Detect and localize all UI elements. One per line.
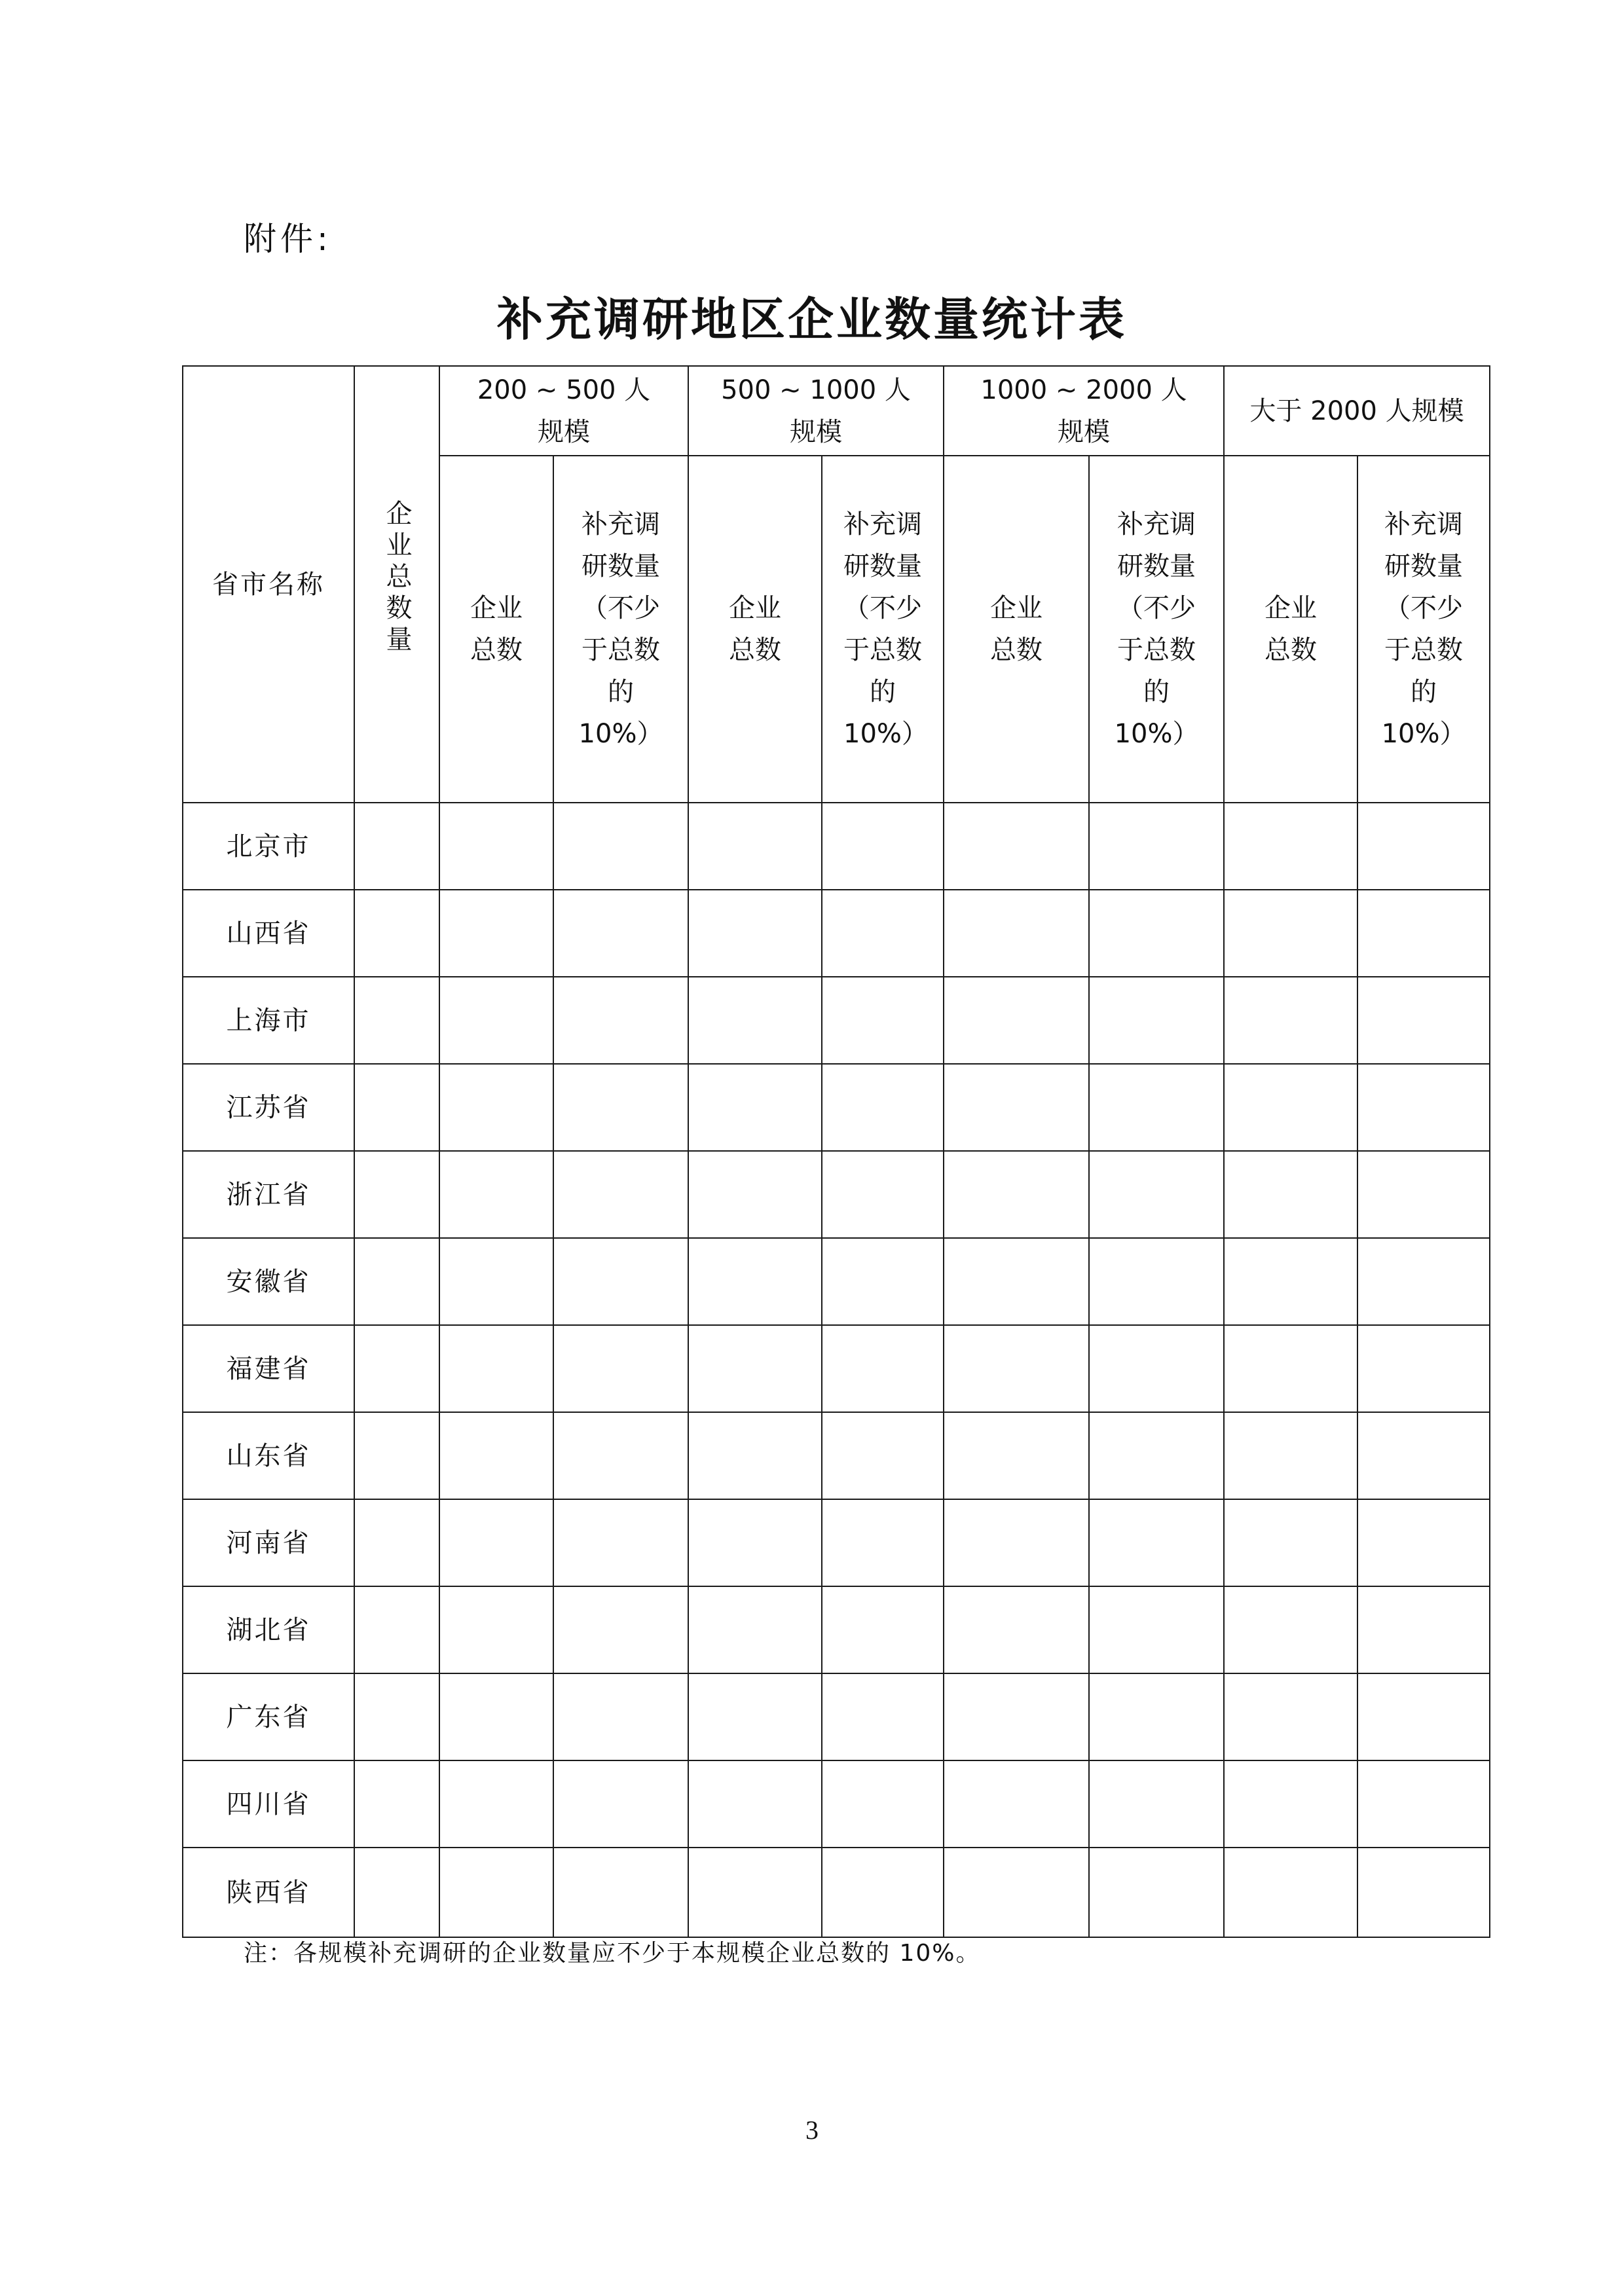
group-header-1000-2000 bbox=[944, 366, 1224, 456]
sub-header-survey-text: 补充调研数量（不少于总数的 10%） bbox=[843, 509, 928, 749]
input-cell[interactable] bbox=[688, 1760, 822, 1848]
input-cell[interactable] bbox=[354, 803, 439, 890]
input-cell[interactable] bbox=[354, 1151, 439, 1238]
input-cell[interactable] bbox=[1089, 977, 1224, 1064]
input-cell[interactable] bbox=[688, 1064, 822, 1151]
province-name: 浙江省 bbox=[183, 1151, 354, 1238]
input-cell[interactable] bbox=[1089, 1325, 1224, 1412]
table-row bbox=[183, 1848, 1490, 1937]
input-cell[interactable] bbox=[354, 1064, 439, 1151]
input-cell[interactable] bbox=[553, 977, 688, 1064]
input-cell[interactable] bbox=[354, 1586, 439, 1673]
table-row bbox=[183, 1760, 1490, 1848]
input-cell[interactable] bbox=[1357, 1238, 1490, 1325]
input-cell[interactable] bbox=[553, 1586, 688, 1673]
input-cell[interactable] bbox=[822, 977, 944, 1064]
sub-header-survey bbox=[1357, 456, 1490, 803]
input-cell[interactable] bbox=[688, 1848, 822, 1937]
input-cell[interactable] bbox=[439, 803, 553, 890]
province-name: 河南省 bbox=[183, 1499, 354, 1586]
input-cell[interactable] bbox=[1224, 1760, 1357, 1848]
input-cell[interactable] bbox=[688, 890, 822, 977]
input-cell[interactable] bbox=[439, 1151, 553, 1238]
sub-header-total-text: 企业总数 bbox=[729, 593, 782, 665]
input-cell[interactable] bbox=[553, 1064, 688, 1151]
input-cell[interactable] bbox=[1224, 1673, 1357, 1760]
input-cell[interactable] bbox=[439, 1238, 553, 1325]
input-cell[interactable] bbox=[553, 1412, 688, 1499]
input-cell[interactable] bbox=[688, 1499, 822, 1586]
input-cell[interactable] bbox=[1089, 803, 1224, 890]
sub-header-total-text: 企业总数 bbox=[1264, 593, 1318, 665]
sub-header-survey bbox=[553, 456, 688, 803]
sub-header-survey bbox=[1089, 456, 1224, 803]
input-cell[interactable] bbox=[354, 1760, 439, 1848]
group-header-line2: 规模 bbox=[1058, 416, 1111, 447]
input-cell[interactable] bbox=[553, 1499, 688, 1586]
input-cell[interactable] bbox=[553, 1325, 688, 1412]
input-cell[interactable] bbox=[439, 1848, 553, 1937]
input-cell[interactable] bbox=[944, 1238, 1089, 1325]
input-cell[interactable] bbox=[688, 1673, 822, 1760]
table-body bbox=[183, 803, 1490, 1937]
province-name: 陕西省 bbox=[183, 1848, 354, 1937]
input-cell[interactable] bbox=[688, 1325, 822, 1412]
input-cell[interactable] bbox=[822, 1064, 944, 1151]
input-cell[interactable] bbox=[1224, 1848, 1357, 1937]
input-cell[interactable] bbox=[553, 1673, 688, 1760]
input-cell[interactable] bbox=[354, 1848, 439, 1937]
group-header-line1: 大于 2000 人规模 bbox=[1249, 395, 1464, 426]
page-title: 补充调研地区企业数量统计表 bbox=[497, 292, 1127, 346]
input-cell[interactable] bbox=[354, 1673, 439, 1760]
table-row bbox=[183, 977, 1490, 1064]
input-cell[interactable] bbox=[1357, 977, 1490, 1064]
input-cell[interactable] bbox=[1357, 1586, 1490, 1673]
input-cell[interactable] bbox=[1357, 803, 1490, 890]
table-row bbox=[183, 890, 1490, 977]
input-cell[interactable] bbox=[439, 1760, 553, 1848]
province-header: 省市名称 bbox=[183, 366, 354, 803]
input-cell[interactable] bbox=[944, 977, 1089, 1064]
input-cell[interactable] bbox=[439, 977, 553, 1064]
table-row bbox=[183, 1325, 1490, 1412]
input-cell[interactable] bbox=[1089, 890, 1224, 977]
input-cell[interactable] bbox=[1357, 1673, 1490, 1760]
input-cell[interactable] bbox=[688, 1151, 822, 1238]
input-cell[interactable] bbox=[944, 1325, 1089, 1412]
table-row bbox=[183, 1499, 1490, 1586]
province-name: 安徽省 bbox=[183, 1238, 354, 1325]
sub-header-total bbox=[439, 456, 553, 803]
input-cell[interactable] bbox=[822, 1586, 944, 1673]
input-cell[interactable] bbox=[1224, 1499, 1357, 1586]
group-header-line1: 1000 ~ 2000 人 bbox=[980, 374, 1187, 405]
footnote: 注：各规模补充调研的企业数量应不少于本规模企业总数的 10%。 bbox=[244, 1940, 981, 1967]
input-cell[interactable] bbox=[1357, 1325, 1490, 1412]
input-cell[interactable] bbox=[1089, 1064, 1224, 1151]
input-cell[interactable] bbox=[553, 1760, 688, 1848]
input-cell[interactable] bbox=[822, 1325, 944, 1412]
input-cell[interactable] bbox=[944, 1586, 1089, 1673]
input-cell[interactable] bbox=[822, 1151, 944, 1238]
sub-header-total bbox=[688, 456, 822, 803]
input-cell[interactable] bbox=[1357, 890, 1490, 977]
input-cell[interactable] bbox=[1089, 1238, 1224, 1325]
sub-header-survey-text: 补充调研数量（不少于总数的 10%） bbox=[578, 509, 663, 749]
input-cell[interactable] bbox=[1089, 1151, 1224, 1238]
input-cell[interactable] bbox=[1224, 1151, 1357, 1238]
input-cell[interactable] bbox=[1357, 1412, 1490, 1499]
province-name: 山东省 bbox=[183, 1412, 354, 1499]
page-number: 3 bbox=[805, 2115, 819, 2145]
input-cell[interactable] bbox=[822, 1499, 944, 1586]
input-cell[interactable] bbox=[439, 890, 553, 977]
sub-header-total-text: 企业总数 bbox=[990, 593, 1043, 665]
input-cell[interactable] bbox=[439, 1673, 553, 1760]
input-cell[interactable] bbox=[1224, 1586, 1357, 1673]
input-cell[interactable] bbox=[1357, 1151, 1490, 1238]
input-cell[interactable] bbox=[1089, 1760, 1224, 1848]
input-cell[interactable] bbox=[944, 1848, 1089, 1937]
input-cell[interactable] bbox=[1089, 1412, 1224, 1499]
input-cell[interactable] bbox=[944, 1499, 1089, 1586]
input-cell[interactable] bbox=[1224, 1325, 1357, 1412]
input-cell[interactable] bbox=[1224, 1238, 1357, 1325]
input-cell[interactable] bbox=[944, 803, 1089, 890]
input-cell[interactable] bbox=[944, 1151, 1089, 1238]
input-cell[interactable] bbox=[354, 1412, 439, 1499]
input-cell[interactable] bbox=[822, 1412, 944, 1499]
sub-header-survey-text: 补充调研数量（不少于总数的 10%） bbox=[1114, 509, 1199, 749]
table-row bbox=[183, 1673, 1490, 1760]
province-name: 福建省 bbox=[183, 1325, 354, 1412]
input-cell[interactable] bbox=[944, 1673, 1089, 1760]
input-cell[interactable] bbox=[439, 1412, 553, 1499]
sub-header-total bbox=[944, 456, 1089, 803]
input-cell[interactable] bbox=[354, 1238, 439, 1325]
input-cell[interactable] bbox=[822, 1760, 944, 1848]
input-cell[interactable] bbox=[553, 890, 688, 977]
table-row bbox=[183, 1238, 1490, 1325]
input-cell[interactable] bbox=[439, 1064, 553, 1151]
input-cell[interactable] bbox=[553, 1848, 688, 1937]
input-cell[interactable] bbox=[553, 803, 688, 890]
input-cell[interactable] bbox=[1089, 1586, 1224, 1673]
group-header-line2: 规模 bbox=[538, 416, 590, 447]
table-row bbox=[183, 1064, 1490, 1151]
province-name: 北京市 bbox=[183, 803, 354, 890]
input-cell[interactable] bbox=[944, 890, 1089, 977]
input-cell[interactable] bbox=[822, 1238, 944, 1325]
province-name: 江苏省 bbox=[183, 1064, 354, 1151]
province-name: 四川省 bbox=[183, 1760, 354, 1848]
input-cell[interactable] bbox=[688, 1586, 822, 1673]
input-cell[interactable] bbox=[822, 890, 944, 977]
sub-header-total-text: 企业总数 bbox=[470, 593, 523, 665]
input-cell[interactable] bbox=[688, 1238, 822, 1325]
attachment-label: 附件: bbox=[244, 220, 332, 258]
input-cell[interactable] bbox=[1357, 1064, 1490, 1151]
input-cell[interactable] bbox=[1224, 1064, 1357, 1151]
input-cell[interactable] bbox=[354, 977, 439, 1064]
province-name: 上海市 bbox=[183, 977, 354, 1064]
input-cell[interactable] bbox=[1224, 803, 1357, 890]
input-cell[interactable] bbox=[688, 803, 822, 890]
input-cell[interactable] bbox=[1357, 1760, 1490, 1848]
sub-header-survey-text: 补充调研数量（不少于总数的 10%） bbox=[1381, 509, 1466, 749]
total-count-header-text: 企业总数量 bbox=[382, 500, 412, 657]
input-cell[interactable] bbox=[944, 1412, 1089, 1499]
total-count-header bbox=[354, 366, 439, 803]
table-row bbox=[183, 1412, 1490, 1499]
province-name: 湖北省 bbox=[183, 1586, 354, 1673]
input-cell[interactable] bbox=[1224, 977, 1357, 1064]
input-cell[interactable] bbox=[1357, 1499, 1490, 1586]
input-cell[interactable] bbox=[1089, 1499, 1224, 1586]
sub-header-total bbox=[1224, 456, 1357, 803]
group-header-500-1000 bbox=[688, 366, 944, 456]
input-cell[interactable] bbox=[354, 1325, 439, 1412]
province-name: 山西省 bbox=[183, 890, 354, 977]
input-cell[interactable] bbox=[1089, 1848, 1224, 1937]
input-cell[interactable] bbox=[1224, 890, 1357, 977]
input-cell[interactable] bbox=[822, 803, 944, 890]
input-cell[interactable] bbox=[439, 1325, 553, 1412]
province-name: 广东省 bbox=[183, 1673, 354, 1760]
table-row bbox=[183, 1151, 1490, 1238]
input-cell[interactable] bbox=[944, 1064, 1089, 1151]
input-cell[interactable] bbox=[439, 1586, 553, 1673]
input-cell[interactable] bbox=[1089, 1673, 1224, 1760]
statistics-table bbox=[182, 365, 1490, 1938]
input-cell[interactable] bbox=[688, 1412, 822, 1499]
input-cell[interactable] bbox=[354, 890, 439, 977]
input-cell[interactable] bbox=[553, 1238, 688, 1325]
table-row bbox=[183, 1586, 1490, 1673]
input-cell[interactable] bbox=[553, 1151, 688, 1238]
group-header-line2: 规模 bbox=[790, 416, 843, 447]
input-cell[interactable] bbox=[822, 1848, 944, 1937]
input-cell[interactable] bbox=[1357, 1848, 1490, 1937]
input-cell[interactable] bbox=[822, 1673, 944, 1760]
group-header-200-500 bbox=[439, 366, 688, 456]
input-cell[interactable] bbox=[688, 977, 822, 1064]
input-cell[interactable] bbox=[354, 1499, 439, 1586]
group-header-line1: 200 ~ 500 人 bbox=[477, 374, 651, 405]
sub-header-survey bbox=[822, 456, 944, 803]
group-header-over-2000 bbox=[1224, 366, 1490, 456]
input-cell[interactable] bbox=[439, 1499, 553, 1586]
input-cell[interactable] bbox=[1224, 1412, 1357, 1499]
input-cell[interactable] bbox=[944, 1760, 1089, 1848]
table-row bbox=[183, 803, 1490, 890]
group-header-line1: 500 ~ 1000 人 bbox=[721, 374, 911, 405]
